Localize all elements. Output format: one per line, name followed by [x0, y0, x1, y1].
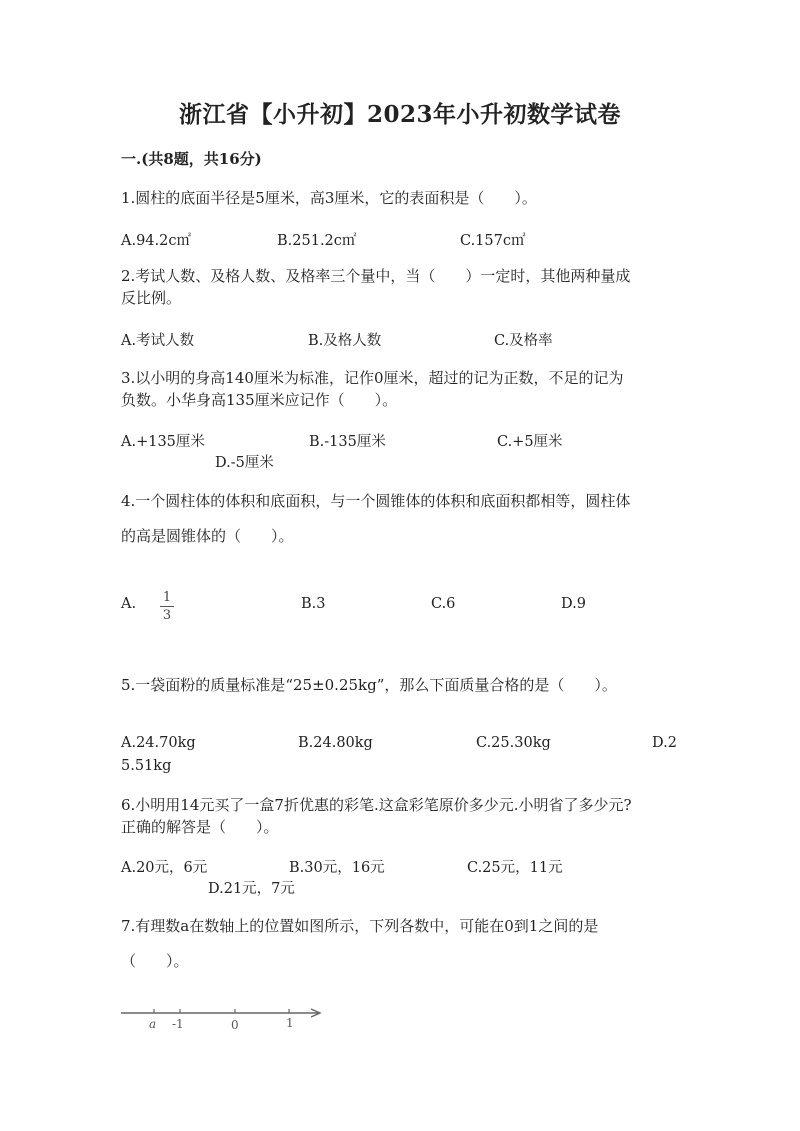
question-5-stem: 5.一袋面粉的质量标准是“25±0.25kg”，那么下面质量合格的是（ ）。 — [121, 676, 617, 694]
fraction-denominator: 3 — [162, 608, 172, 623]
question-1-option-c: C.157c㎡ — [460, 233, 526, 249]
question-4-option-d: D.9 — [561, 596, 586, 612]
question-2-option-c: C.及格率 — [494, 333, 553, 349]
question-3-stem-line-2: 负数。小华身高135厘米应记作（ ）。 — [121, 391, 398, 409]
question-3-option-c: C.+5厘米 — [497, 434, 563, 450]
question-2-option-b: B.及格人数 — [308, 333, 382, 349]
number-line-figure — [115, 1000, 330, 1040]
question-3-option-a: A.+135厘米 — [121, 434, 205, 450]
question-6-option-c: C.25元，11元 — [467, 860, 563, 876]
question-5-option-a: A.24.70kg — [121, 735, 196, 751]
label-1: 1 — [286, 1016, 294, 1030]
question-5-option-d-line-2: 5.51kg — [121, 758, 172, 774]
question-4-option-b: B.3 — [301, 596, 326, 612]
question-7-stem-line-1: 7.有理数a在数轴上的位置如图所示，下列各数中，可能在0到1之间的是 — [121, 917, 599, 935]
question-3-option-b: B.-135厘米 — [309, 434, 386, 450]
question-4-option-a-fraction — [160, 591, 174, 622]
question-4-stem-line-2: 的高是圆锥体的（ ）。 — [121, 527, 294, 545]
question-5-option-c: C.25.30kg — [476, 735, 551, 751]
label-0: 0 — [231, 1018, 239, 1032]
question-6-option-d: D.21元，7元 — [208, 881, 295, 897]
page-title: 浙江省【小升初】2023年小升初数学试卷 — [178, 101, 621, 128]
question-6-stem-line-2: 正确的解答是（ ）。 — [121, 818, 279, 836]
question-6-option-b: B.30元，16元 — [289, 860, 385, 876]
question-5-option-d-line-1: D.2 — [652, 735, 677, 751]
question-6-option-a: A.20元，6元 — [121, 860, 208, 876]
question-2-option-a: A.考试人数 — [121, 333, 195, 349]
question-3-stem-line-1: 3.以小明的身高140厘米为标准，记作0厘米，超过的记为正数，不足的记为 — [121, 369, 624, 387]
fraction-bar — [160, 606, 174, 607]
question-4-option-a-label: A. — [121, 596, 137, 612]
question-2-stem-line-2: 反比例。 — [121, 289, 182, 307]
question-2-stem-line-1: 2.考试人数、及格人数、及格率三个量中，当（ ）一定时，其他两种量成 — [121, 267, 631, 285]
label-minus-1: -1 — [172, 1017, 184, 1031]
question-1-option-a: A.94.2c㎡ — [121, 233, 191, 249]
fraction-numerator: 1 — [162, 590, 172, 605]
section-heading: 一.(共8题，共16分) — [121, 150, 262, 168]
question-4-option-c: C.6 — [431, 596, 456, 612]
question-1-option-b: B.251.2c㎡ — [277, 233, 357, 249]
question-4-stem-line-1: 4.一个圆柱体的体积和底面积，与一个圆锥体的体积和底面积都相等，圆柱体 — [121, 492, 631, 510]
question-5-option-b: B.24.80kg — [298, 735, 373, 751]
question-3-option-d: D.-5厘米 — [215, 455, 274, 471]
question-1-stem: 1.圆柱的底面半径是5厘米，高3厘米，它的表面积是（ ）。 — [121, 189, 537, 207]
question-6-stem-line-1: 6.小明用14元买了一盒7折优惠的彩笔.这盒彩笔原价多少元.小明省了多少元? — [121, 796, 632, 814]
question-7-stem-line-2: （ ）。 — [121, 952, 189, 970]
label-a: a — [149, 1017, 157, 1031]
